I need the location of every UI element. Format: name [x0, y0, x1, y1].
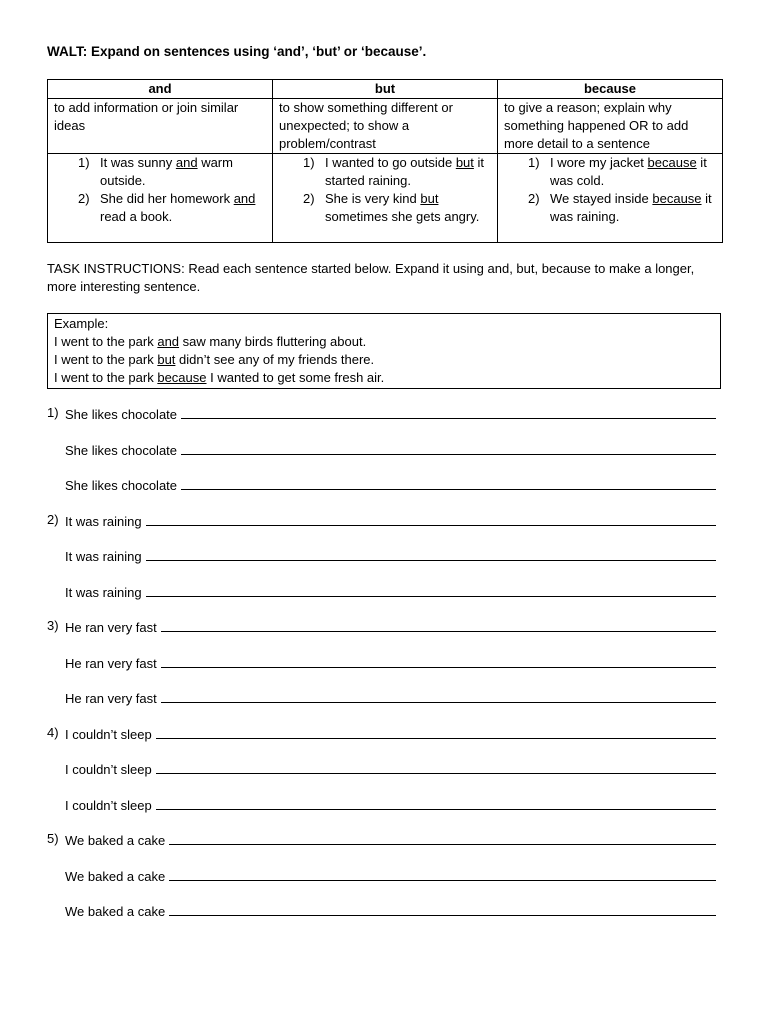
sentence-starter: [65, 866, 716, 886]
answer-row: [0, 724, 768, 742]
example-item: 2) She is very kind but sometimes she gets angry.: [303, 191, 480, 224]
answer-row: [0, 440, 768, 458]
answer-row: [0, 617, 768, 635]
walt-heading: WALT: Expand on sentences using ‘and’, ‘but’ or ‘because’.: [47, 44, 427, 59]
example-item: 1) I wanted to go outside but it started raining.: [303, 155, 485, 188]
header-and: and: [48, 80, 273, 99]
answer-line[interactable]: [161, 617, 716, 632]
table-example-row: [48, 154, 723, 243]
sentence-starter: [65, 688, 716, 708]
question-number: 2): [47, 512, 59, 527]
example-item: 1) It was sunny and warm outside.: [78, 155, 233, 188]
sentence-starter-text: It was raining: [65, 585, 142, 600]
sentence-starter-text: We baked a cake: [65, 833, 166, 848]
sentence-starter-text: We baked a cake: [65, 904, 166, 919]
answer-line[interactable]: [146, 582, 716, 597]
examples-because: [498, 154, 723, 243]
answer-row: [0, 688, 768, 706]
sentence-starter-text: He ran very fast: [65, 656, 157, 671]
answer-row: [0, 759, 768, 777]
conjunction-word: but: [157, 352, 176, 367]
sentence-starter-text: She likes chocolate: [65, 478, 178, 493]
sentence-starter-text: He ran very fast: [65, 620, 157, 635]
example-item: 2) She did her homework and read a book.: [78, 191, 256, 224]
answer-line[interactable]: [146, 546, 716, 561]
example-box: [47, 313, 721, 389]
answer-row: [0, 653, 768, 671]
answer-row: [0, 795, 768, 813]
answer-row: [0, 475, 768, 493]
answer-line[interactable]: [161, 688, 716, 703]
table-definition-row: [48, 99, 723, 154]
conjunction-word: because: [647, 155, 697, 170]
sentence-starter: [65, 440, 716, 460]
conjunction-word: because: [157, 370, 207, 385]
sentence-starter: [65, 830, 716, 850]
conjunction-word: but: [455, 155, 474, 170]
sentence-starter-text: It was raining: [65, 514, 142, 529]
sentence-starter: [65, 724, 716, 744]
example-label: Example:: [54, 316, 109, 331]
definition-but: to show something different or unexpected; to show a problem/contrast: [273, 99, 498, 154]
sentence-starter-text: I couldn’t sleep: [65, 762, 152, 777]
sentence-starter-text: I couldn’t sleep: [65, 727, 152, 742]
sentence-starter-text: He ran very fast: [65, 691, 157, 706]
conjunction-word: and: [175, 155, 198, 170]
answer-row: [0, 404, 768, 422]
definition-and: to add information or join similar ideas: [48, 99, 273, 154]
conjunction-word: but: [420, 191, 439, 206]
sentence-starter: [65, 404, 716, 424]
example-line: I went to the park because I wanted to get some fresh air.: [54, 370, 385, 385]
answer-line[interactable]: [169, 866, 716, 881]
sentence-starter: [65, 795, 716, 815]
example-item: 2) We stayed inside because it was raining.: [528, 191, 712, 224]
sentence-starter-text: She likes chocolate: [65, 407, 178, 422]
sentence-starter: [65, 546, 716, 566]
answer-line[interactable]: [169, 901, 716, 916]
conjunction-table: [47, 79, 723, 243]
answer-row: [0, 901, 768, 919]
answer-row: [0, 866, 768, 884]
example-item: 1) I wore my jacket because it was cold.: [528, 155, 707, 188]
answer-row: [0, 582, 768, 600]
answer-line[interactable]: [181, 404, 716, 419]
sentence-starter: [65, 653, 716, 673]
header-but: but: [273, 80, 498, 99]
question-number: 4): [47, 725, 59, 740]
sentence-starter: [65, 582, 716, 602]
example-line: I went to the park and saw many birds fluttering about.: [54, 334, 367, 349]
sentence-starter: [65, 511, 716, 531]
answer-line[interactable]: [169, 830, 716, 845]
answer-line[interactable]: [181, 475, 716, 490]
table-header-row: [48, 80, 723, 99]
question-number: 3): [47, 618, 59, 633]
answer-line[interactable]: [146, 511, 716, 526]
sentence-starter: [65, 759, 716, 779]
sentence-starter: [65, 475, 716, 495]
answer-line[interactable]: [156, 724, 716, 739]
examples-but: [273, 154, 498, 243]
definition-because: to give a reason; explain why something happened OR to add more detail to a sentence: [498, 99, 723, 154]
question-number: 1): [47, 405, 59, 420]
conjunction-word: and: [233, 191, 256, 206]
conjunction-word: and: [157, 334, 180, 349]
answer-row: [0, 830, 768, 848]
answer-row: [0, 511, 768, 529]
answer-row: [0, 546, 768, 564]
header-because: because: [498, 80, 723, 99]
sentence-starter-text: She likes chocolate: [65, 443, 178, 458]
sentence-starter: [65, 901, 716, 921]
sentence-starter-text: It was raining: [65, 549, 142, 564]
answer-line[interactable]: [161, 653, 716, 668]
task-instructions: TASK INSTRUCTIONS: Read each sentence started below. Expand it using and, but, because to make a longer, more interesting sentence.: [47, 261, 695, 294]
example-line: I went to the park but didn’t see any of my friends there.: [54, 352, 375, 367]
sentence-starter-text: I couldn’t sleep: [65, 798, 152, 813]
examples-and: [48, 154, 273, 243]
question-number: 5): [47, 831, 59, 846]
answer-line[interactable]: [156, 795, 716, 810]
sentence-starter: [65, 617, 716, 637]
conjunction-word: because: [652, 191, 702, 206]
sentence-starter-text: We baked a cake: [65, 869, 166, 884]
answer-line[interactable]: [181, 440, 716, 455]
answer-line[interactable]: [156, 759, 716, 774]
